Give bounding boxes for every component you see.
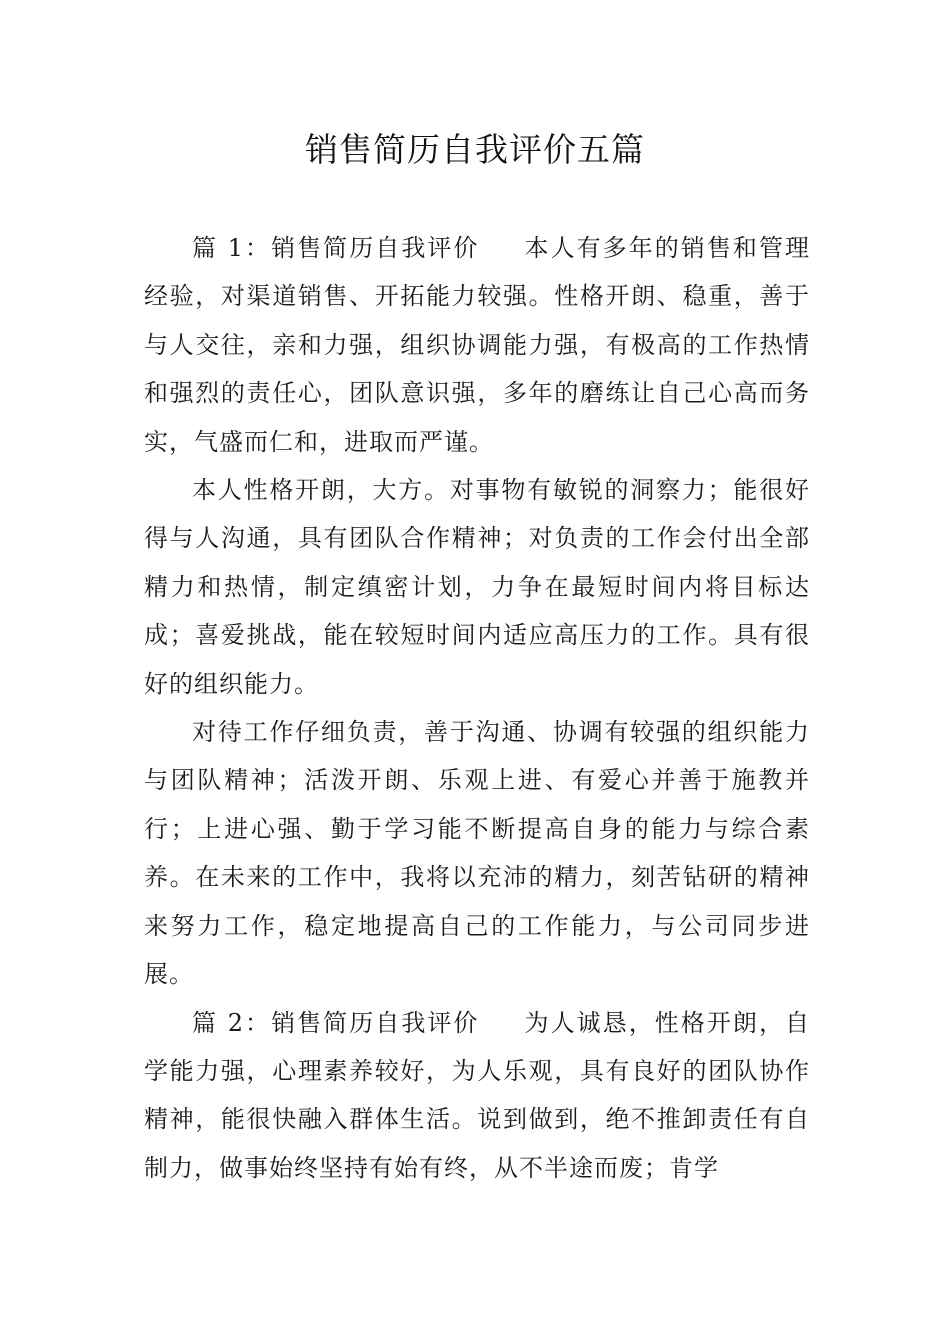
paragraph-text: 本人性格开朗，大方。对事物有敏锐的洞察力；能很好得与人沟通，具有团队合作精神；对负责的工作会付出全部精力和热情，制定缜密计划，力争在最短时间内将目标达成；喜爱挑战，能在较短时间内适应高压力的工作。具有很好的组织能力。 <box>144 476 810 698</box>
paragraph-text: 对待工作仔细负责，善于沟通、协调有较强的组织能力与团队精神；活泼开朗、乐观上进、有爱心并善于施教并行；上进心强、勤于学习能不断提高自身的能力与综合素养。在未来的工作中，我将以充沛的精力，刻苦钻研的精神来努力工作，稳定地提高自己的工作能力，与公司同步进展。 <box>144 718 810 989</box>
document-body <box>144 224 810 1192</box>
paragraph-2 <box>144 466 810 708</box>
paragraph-text: 本人有多年的销售和管理经验，对渠道销售、开拓能力较强。性格开朗、稳重，善于与人交往，亲和力强，组织协调能力强，有极高的工作热情和强烈的责任心，团队意识强，多年的磨练让自己心高而务实，气盛而仁和，进取而严谨。 <box>144 234 810 456</box>
section-heading-2: 篇 2：销售简历自我评价 <box>192 1008 480 1037</box>
paragraph-4 <box>144 999 810 1193</box>
document-title: 销售简历自我评价五篇 <box>305 130 645 169</box>
paragraph-1 <box>144 224 810 466</box>
paragraph-text: 为人诚恳，性格开朗，自学能力强，心理素养较好，为人乐观，具有良好的团队协作精神，能很快融入群体生活。说到做到，绝不推卸责任有自制力，做事始终坚持有始有终，从不半途而废；肯学 <box>144 1008 810 1182</box>
paragraph-3 <box>144 708 810 998</box>
section-heading-1: 篇 1：销售简历自我评价 <box>192 234 480 262</box>
